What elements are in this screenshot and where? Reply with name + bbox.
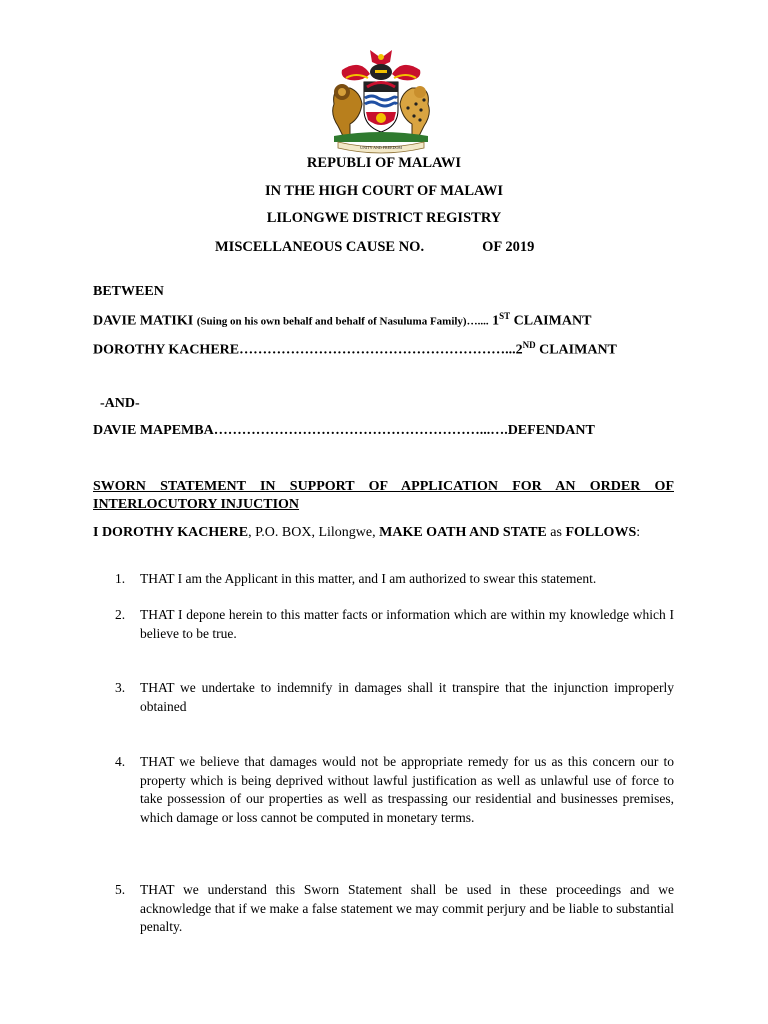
deponent-address: , P.O. BOX, Lilongwe,: [248, 525, 380, 540]
svg-text:UNITY AND FREEDOM: UNITY AND FREEDOM: [360, 145, 402, 150]
intro-as: as: [546, 525, 566, 540]
paragraph-text: THAT I depone herein to this matter facts or information which are within my knowledge which I believe to be true.: [140, 607, 674, 641]
intro-colon: :: [636, 525, 641, 540]
second-claimant-ordinal: 2: [515, 342, 523, 358]
paragraph-number: 4.: [115, 754, 126, 769]
first-claimant-ordinal: 1: [492, 313, 500, 329]
first-claimant-sup: ST: [499, 311, 511, 321]
first-claimant-note: (Suing on his own behalf and behalf of Nasuluma Family)…....: [196, 315, 489, 328]
court-heading: IN THE HIGH COURT OF MALAWI: [264, 183, 504, 199]
and-separator: -AND-: [100, 396, 140, 411]
cause-number-heading: [215, 239, 615, 256]
cause-year: OF 2019: [482, 239, 535, 255]
second-claimant-line: [93, 340, 617, 359]
second-claimant-sup: ND: [522, 340, 536, 350]
coat-of-arms-emblem: [320, 48, 442, 154]
paragraph-number: 3.: [115, 680, 126, 695]
registry-heading: LILONGWE DISTRICT REGISTRY: [266, 210, 502, 226]
republic-heading: REPUBLI OF MALAWI: [306, 155, 462, 171]
paragraph-text: THAT we undertake to indemnify in damages shall it transpire that the injunction improperly obtained: [140, 680, 674, 714]
second-claimant-role: CLAIMANT: [539, 342, 617, 358]
paragraph-number: 2.: [115, 607, 126, 622]
statement-intro: [93, 523, 674, 542]
statement-title: SWORN STATEMENT IN SUPPORT OF APPLICATION FOR AN ORDER OF INTERLOCUTORY INJUCTION: [93, 479, 674, 512]
defendant-line: DAVIE MAPEMBA…………………………………………………...….DEFENDANT: [93, 423, 595, 438]
paragraph-text: THAT we understand this Sworn Statement shall be used in these proceedings and we acknowledge that if we make a false statement we may commit perjury and be liable to substantial penalty.: [140, 882, 674, 934]
first-claimant-role: CLAIMANT: [513, 313, 592, 329]
second-claimant-name: DOROTHY KACHERE…………………………………………………...: [93, 342, 516, 358]
between-label: BETWEEN: [93, 284, 164, 299]
paragraph-number: 1.: [115, 571, 126, 586]
intro-follows: FOLLOWS: [565, 525, 637, 540]
oath-phrase: MAKE OATH AND STATE: [379, 525, 547, 540]
paragraph-text: THAT we believe that damages would not be appropriate remedy for us as this concern our to property which is being deprived without lawful justification as well as unlawful use of force to take possession of our properties as well as trespassing our residential and businesses premises, which damage or loss cannot be computed in monetary terms.: [140, 754, 674, 825]
deponent-name: I DOROTHY KACHERE: [93, 525, 249, 540]
cause-label: MISCELLANEOUS CAUSE NO.: [215, 239, 425, 255]
paragraph-text: THAT I am the Applicant in this matter, and I am authorized to swear this statement.: [140, 571, 597, 586]
first-claimant-line: [93, 311, 591, 330]
paragraph-number: 5.: [115, 882, 126, 897]
first-claimant-name: DAVIE MATIKI: [93, 313, 194, 329]
